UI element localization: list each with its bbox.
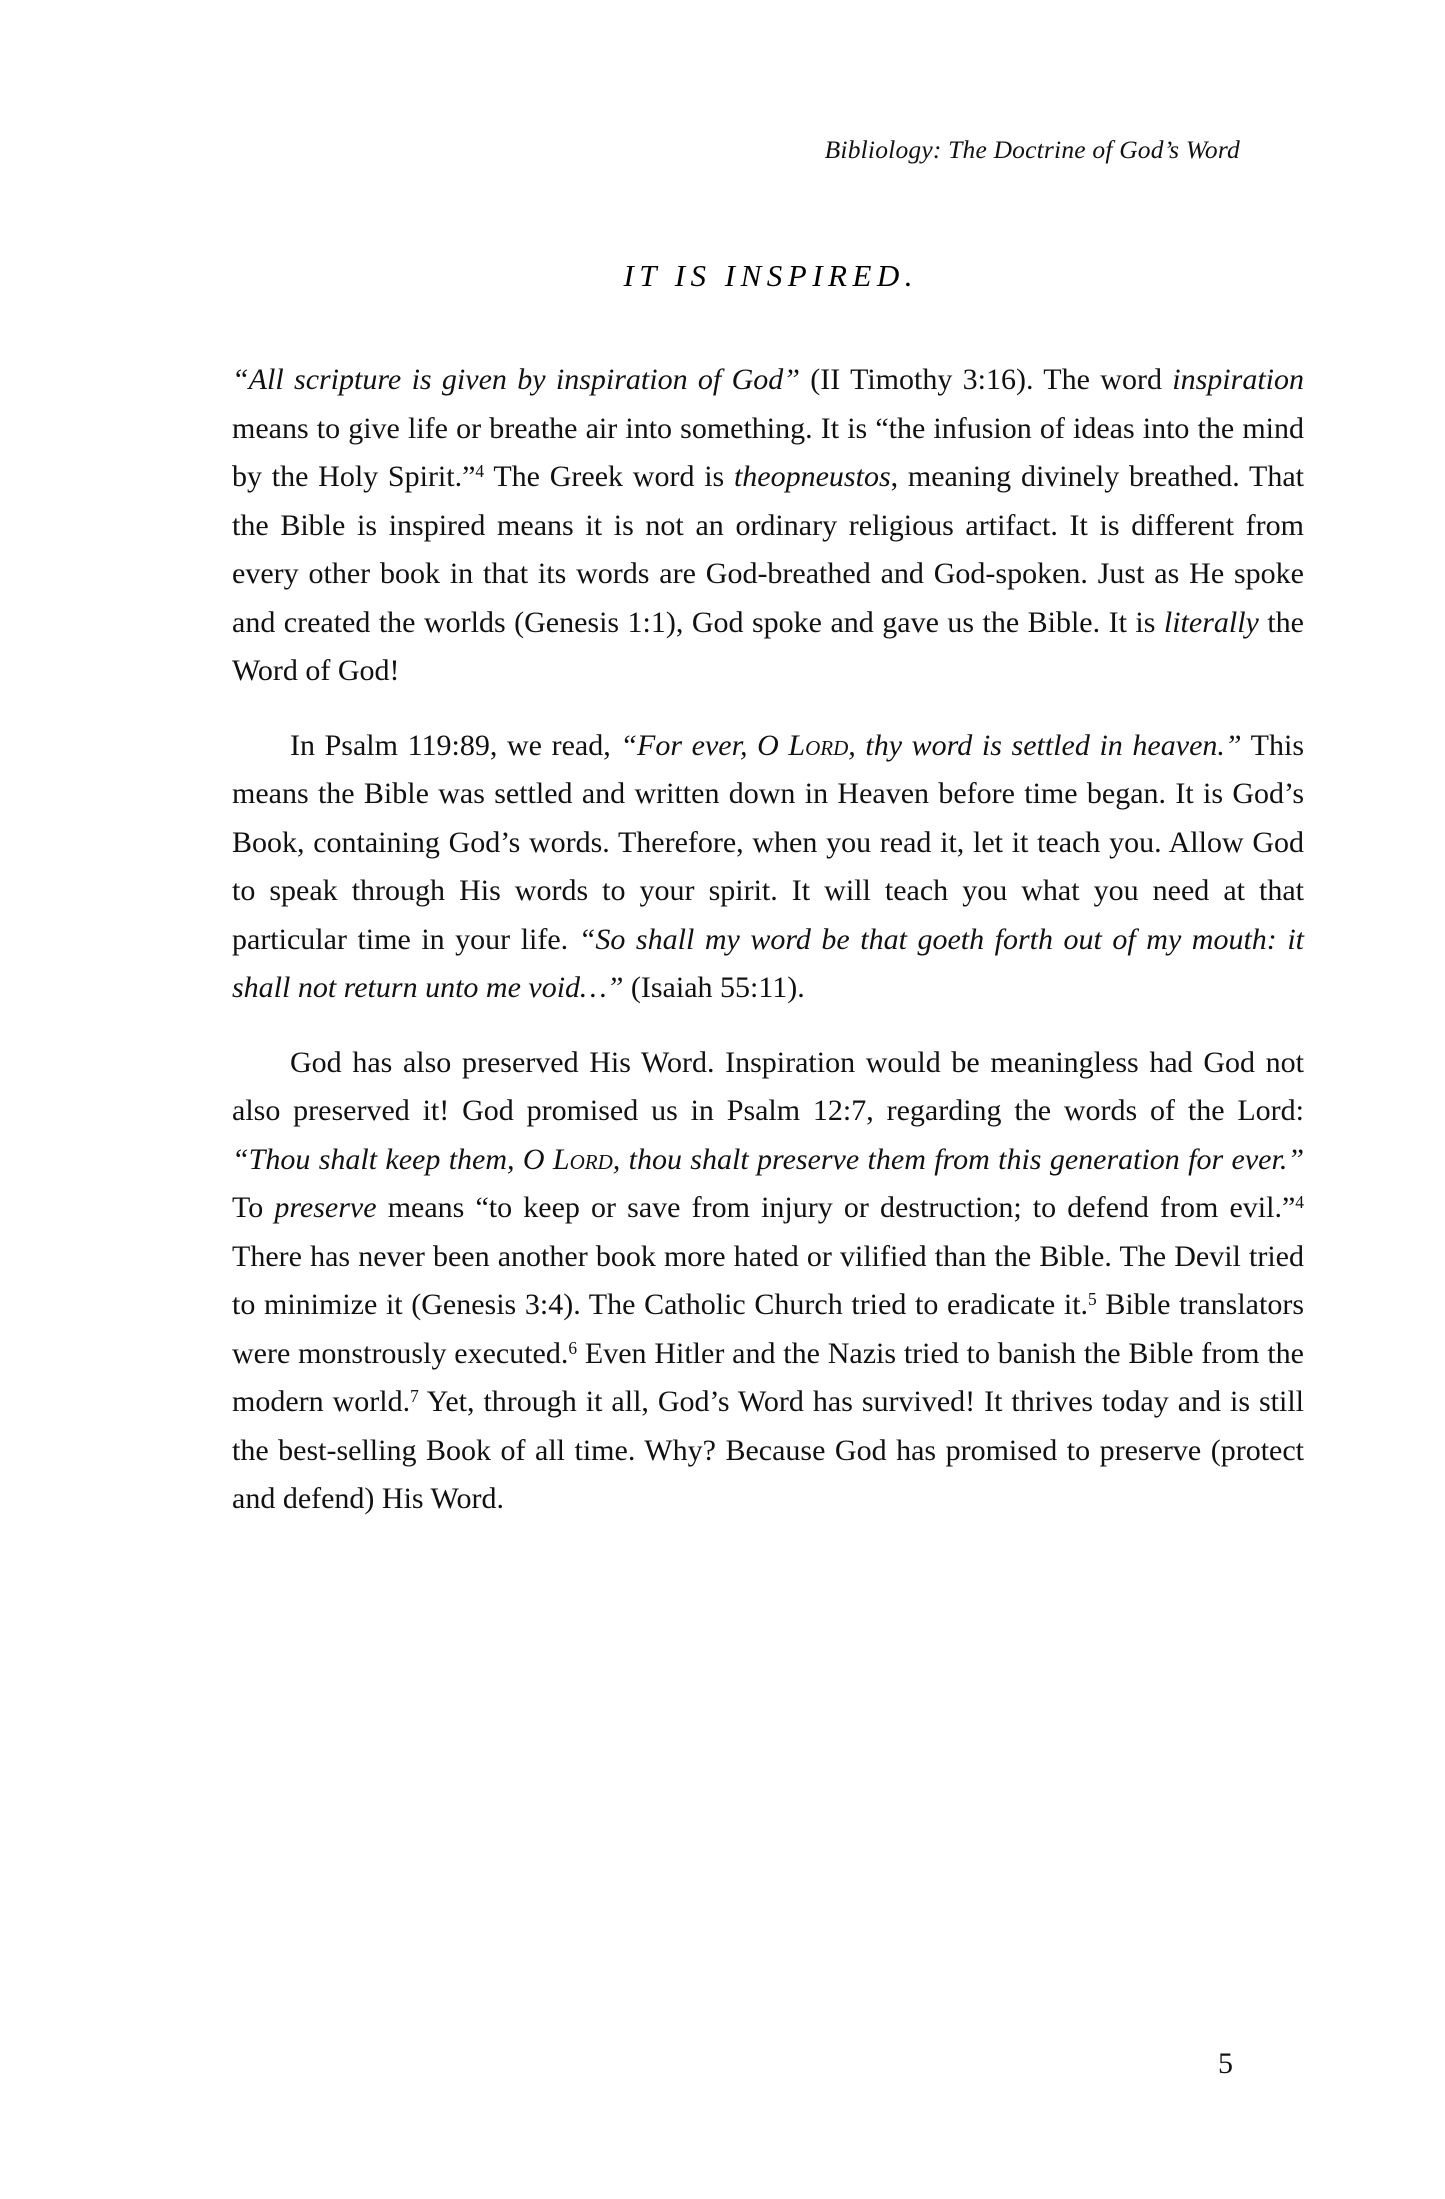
scripture-quote-isaiah: “So shall my word be that goeth forth out of my mouth: it shall not return unto me void…” bbox=[232, 922, 1304, 1004]
p2-quote-close: , thy word is settled in heaven.” bbox=[848, 728, 1242, 762]
footnote-marker: 4 bbox=[1295, 1191, 1304, 1212]
footnote-marker: 7 bbox=[410, 1385, 419, 1406]
p3-text-3: means “to keep or save from injury or destruction; to defend from evil.” bbox=[376, 1191, 1296, 1224]
p3-text-5: Bible translators were monstrously executed. bbox=[232, 1288, 1304, 1370]
p3-text-2: To bbox=[232, 1191, 275, 1224]
p2-text-1: In Psalm 119:89, we read, bbox=[290, 728, 621, 762]
p1-text-2: means to give life or breathe air into something. It is “the infusion of ideas into the mind by the Holy Spirit.” bbox=[232, 411, 1304, 493]
p1-text-1: (II Timothy 3:16). The word bbox=[799, 363, 1173, 396]
p3-text-1: God has also preserved His Word. Inspiration would be meaningless had God not also preserved it! God promised us in Psalm 12:7, regarding the words of the Lord: bbox=[232, 1045, 1304, 1127]
paragraph-psalm119 bbox=[232, 722, 1304, 1013]
p3-text-7: Yet, through it all, God’s Word has survived! It thrives today and is still the best-selling Book of all time. Why? Because God has promised to preserve (protect and defend) His Word. bbox=[232, 1385, 1304, 1515]
p2-quote-open: “For ever, O bbox=[620, 728, 789, 762]
scripture-quote-psalm12 bbox=[232, 1143, 1304, 1176]
p1-text-3: The Greek word is bbox=[484, 460, 734, 493]
emphasis-preserve: preserve bbox=[274, 1191, 377, 1224]
footnote-marker: 5 bbox=[1088, 1288, 1097, 1309]
p2-text-2: This means the Bible was settled and written down in Heaven before time began. It is God’s Book, containing God’s words. Therefore, when you read it, let it teach you. Allow God to speak through His words to your spirit. It will teach you what you need at that particular time in your life. bbox=[232, 728, 1305, 956]
p3-quote-open: “Thou shalt keep them, O bbox=[232, 1142, 553, 1176]
paragraph-inspiration bbox=[232, 356, 1304, 696]
p2-text-3: (Isaiah 55:11). bbox=[623, 971, 805, 1004]
p3-quote-close: , thou shalt preserve them from this generation for ever.” bbox=[612, 1142, 1304, 1176]
footnote-marker: 6 bbox=[568, 1337, 578, 1358]
page-content bbox=[232, 258, 1304, 1550]
page-number: 5 bbox=[1218, 2047, 1233, 2080]
p3-text-4: There has never been another book more hated or vilified than the Bible. The Devil tried to minimize it (Genesis 3:4). The Catholic Church tried to eradicate it. bbox=[232, 1239, 1304, 1321]
emphasis-literally: literally bbox=[1163, 605, 1259, 639]
footnote-marker: 4 bbox=[475, 460, 485, 481]
emphasis-inspiration: inspiration bbox=[1172, 363, 1304, 396]
p1-text-5: the Word of God! bbox=[232, 605, 1304, 687]
divine-name-lord: Lord bbox=[552, 1142, 613, 1176]
emphasis-theopneustos: theopneustos bbox=[733, 460, 891, 493]
section-heading: IT IS INSPIRED. bbox=[623, 258, 919, 293]
running-head: Bibliology: The Doctrine of God’s Word bbox=[824, 135, 1240, 164]
p3-text-6: Even Hitler and the Nazis tried to banish the Bible from the modern world. bbox=[232, 1336, 1304, 1418]
p1-text-4: , meaning divinely breathed. That the Bible is inspired means it is not an ordinary religious artifact. It is different from every other book in that its words are God-breathed and God-spoken. Just as He spoke and created the worlds (Genesis 1:1), God spoke and gave us the Bible. It is bbox=[232, 460, 1304, 639]
paragraph-preservation bbox=[232, 1039, 1304, 1524]
scripture-quote-psalm119 bbox=[620, 729, 1241, 762]
scripture-quote-2timothy: “All scripture is given by inspiration of God” bbox=[232, 363, 800, 396]
divine-name-lord: Lord bbox=[788, 728, 849, 762]
